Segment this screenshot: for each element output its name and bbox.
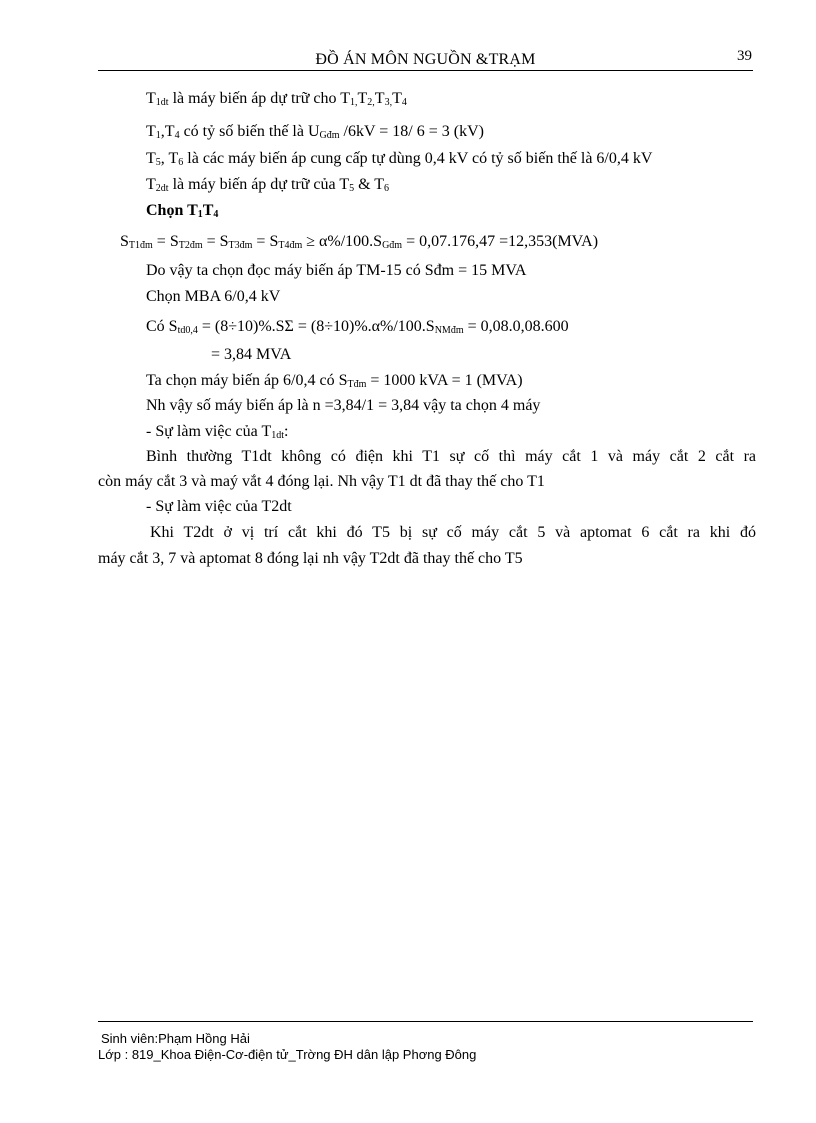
formula-line: $S_{T1đm} = S_{T2đm} = S_{T3đm} = S_{T4đm} \ge \alpha\%/100.S_{Gđm} = 0,07.176,47 =12,353(MVA)$ [120,233,599,251]
paragraph-line: $T_5$, $T_6$ là các máy biến áp cung cấp tự dùng 0,4 kV có tỷ số biến thế là 6/0,4 kV [146,150,653,168]
paragraph-line: Chọn MBA 6/0,4 kV [146,288,281,305]
header-divider [98,70,753,71]
formula-line: Có $S_{td0,4} = (8\div 10)\%.S\Sigma = (8\div 10)\%.\alpha\%/100.S_{NMđm} = 0,08.0,08.600$ [146,318,569,336]
header-title: ĐỒ ÁN MÔN NGUỒN &TRẠM [315,51,536,68]
formula-line: = 3,84 MVA [211,346,292,363]
paragraph-line: Nh vậy số máy biến áp là n =3,84/1 = 3,84 vậy ta chọn 4 máy [146,397,541,414]
page-number: 39 [737,48,752,64]
paragraph-line: Bình thường T1dt không có điện khi T1 sự cố thì máy cắt 1 và máy cắt 2 cắt ra [146,448,756,465]
paragraph-line: $T_{1dt}$ là máy biến áp dự trữ cho $T_{1,}T_{2,}T_{3,}T_4$ [146,90,407,108]
paragraph-line: - Sự làm việc của T2dt [146,498,292,515]
footer-class-info: Lớp : 819_Khoa Điện-Cơ-điện tử_Trờng ĐH dân lập Phơng Đông [98,1047,477,1062]
paragraph-line: Khi T2dt ở vị trí cắt khi đó T5 bị sự cố máy cắt 5 và aptomat 6 cắt ra khi đó [150,524,756,541]
paragraph-line: $T_1,T_4$ có tỷ số biến thế là $U_{Gđm}$ /6kV = 18/ 6 = 3 (kV) [146,123,484,141]
paragraph-line: $T_{2dt}$ là máy biến áp dự trữ của $T_5$ & $T_6$ [146,176,390,194]
paragraph-line: Ta chọn máy biến áp 6/0,4 có $S_{Tđm} = 1000$ kVA = 1 (MVA) [146,372,523,390]
paragraph-line: máy cắt 3, 7 và aptomat 8 đóng lại nh vậy T2dt đã thay thế cho T5 [98,550,523,567]
footer-student: Sinh viên:Phạm Hồng Hải [101,1031,250,1046]
footer-divider [98,1021,753,1022]
paragraph-line: còn máy cắt 3 và maý vắt 4 đóng lại. Nh vậy T1 dt đã thay thế cho T1 [98,473,545,490]
paragraph-line: - Sự làm việc của $T_{1dt}$: [146,423,289,441]
paragraph-line: Do vậy ta chọn đọc máy biến áp TM-15 có Sđm = 15 MVA [146,262,527,279]
section-heading: Chọn $T_1T_4$ [146,202,219,220]
